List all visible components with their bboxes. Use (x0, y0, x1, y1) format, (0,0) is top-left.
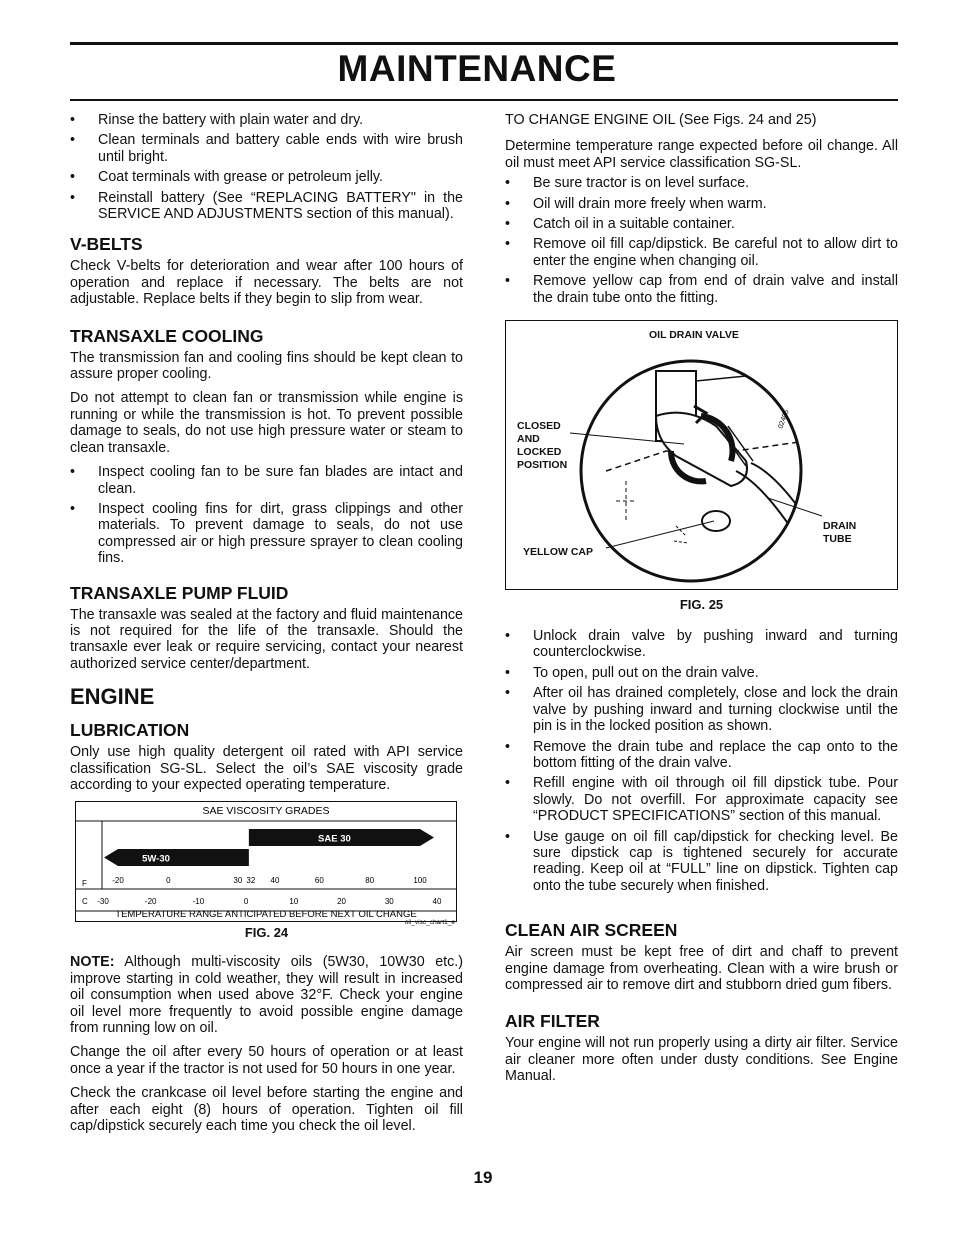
air-filter-text: Your engine will not run properly using a dirty air filter. Service air cleaner more often under dusty conditions. See Engine Manual. (505, 1035, 898, 1085)
closed-locked-label (517, 420, 567, 472)
page-number: 19 (473, 1168, 493, 1187)
battery-bullet-list (70, 112, 463, 222)
list-item: • To open, pull out on the drain valve. (505, 665, 898, 681)
list-item: • Rinse the battery with plain water and dry. (70, 112, 463, 128)
f-tick-label: 80 (365, 876, 375, 886)
c-tick-label: -20 (144, 897, 157, 907)
cooling-bullet-list (70, 464, 463, 566)
lubrication-heading: LUBRICATION (70, 720, 190, 741)
f-tick-label: 60 (314, 876, 324, 886)
viscosity-bar-label: SAE 30 (318, 833, 351, 845)
f-tick-label: -20 (112, 876, 124, 886)
transaxle-pump-fluid-heading: TRANSAXLE PUMP FLUID (70, 582, 289, 603)
list-item: • Unlock drain valve by pushing inward and turning counterclockwise. (505, 628, 898, 661)
drain-bullet-list (505, 628, 898, 894)
c-axis-label: C (82, 897, 88, 907)
title-underline (70, 99, 898, 101)
c-tick-label: 0 (243, 897, 249, 907)
f-tick-label: 100 (413, 876, 427, 886)
transaxle-cooling-heading: TRANSAXLE COOLING (70, 325, 264, 346)
f-tick-label: 32 (246, 876, 256, 886)
cooling-text-1: The transmission fan and cooling fins should be kept clean to assure proper cooling. (70, 349, 463, 383)
list-item: • Inspect cooling fins for dirt, grass clippings and other materials. To prevent damage to seals, do not use compressed air or high pressure sprayer to clean cooling fins. (70, 501, 463, 567)
note-paragraph (70, 954, 463, 1036)
left-column (70, 112, 463, 1142)
fig25-label: FIG. 25 (679, 597, 724, 613)
c-tick-label: 30 (384, 897, 394, 907)
list-item: • Refill engine with oil through oil fill dipstick tube. Pour slowly. Do not overfill. For approximate capacity see “PRODUCT SPECIFICATIONS” section of this manual. (505, 775, 898, 824)
list-item: • After oil has drained completely, close and lock the drain valve by pushing inward and turning clockwise until the pin is in the locked position as shown. (505, 685, 898, 734)
part-number: 02405 (777, 409, 791, 430)
engine-heading: ENGINE (70, 684, 155, 710)
c-tick-label: -10 (192, 897, 205, 907)
c-tick-label: 20 (337, 897, 347, 907)
right-column (505, 112, 898, 1093)
check-oil-text: Check the crankcase oil level before starting the engine and after each eight (8) hours of operation. Tighten oil fill cap/dipstick securely each time you check the oil level. (70, 1085, 463, 1135)
note-label: NOTE: (70, 954, 115, 971)
list-item: • Coat terminals with grease or petroleum jelly. (70, 169, 463, 185)
closed-line: CLOSED (517, 420, 561, 433)
clean-air-screen-heading: CLEAN AIR SCREEN (505, 920, 678, 941)
list-item: • Inspect cooling fan to be sure fan blades are intact and clean. (70, 464, 463, 497)
air-filter-heading: AIR FILTER (505, 1011, 600, 1032)
lubrication-text: Only use high quality detergent oil rated with API service classification SG-SL. Select the oil’s SAE viscosity grade according to your expected operating temperature. (70, 744, 463, 793)
air-screen-text: Air screen must be kept free of dirt and chaff to prevent engine damage from overheating. Clean with a wire brush or compressed air to remove dirt and stubborn dried gum fibers. (505, 944, 898, 993)
change-oil-heading: TO CHANGE ENGINE OIL (See Figs. 24 and 25) (505, 112, 817, 128)
list-item: • Remove the drain tube and replace the cap onto to the bottom fitting of the drain valve. (505, 739, 898, 772)
oil-drain-valve-label: OIL DRAIN VALVE (649, 329, 739, 342)
prep-bullet-list (505, 175, 898, 306)
list-item: • Use gauge on oil fill cap/dipstick for checking level. Be sure dipstick cap is tightened securely for accurate reading. Keep oil at “FULL” line on dipstick. Tighten cap onto the tube securely when finished. (505, 829, 898, 895)
tube-line: TUBE (823, 533, 852, 546)
f-axis-label: F (82, 879, 87, 889)
change-oil-text: Change the oil after every 50 hours of operation or at least once a year if the tractor is not used for 50 hours in one year. (70, 1044, 463, 1077)
f-tick-label: 0 (166, 876, 171, 886)
yellow-cap-label: YELLOW CAP (523, 546, 593, 559)
f-tick-label: 30 (233, 876, 243, 886)
chart-x-label: TEMPERATURE RANGE ANTICIPATED BEFORE NEXT OIL CHANGE (115, 909, 417, 921)
list-item: • Reinstall battery (See “REPLACING BATTERY" in the SERVICE AND ADJUSTMENTS section of this manual). (70, 190, 463, 223)
chart-source-tag: oil_visc_chart1_e (404, 919, 455, 927)
list-item: • Remove oil fill cap/dipstick. Be careful not to allow dirt to enter the engine when changing oil. (505, 236, 898, 269)
viscosity-chart-svg (70, 801, 463, 923)
viscosity-bar (104, 849, 249, 866)
list-item: • Remove yellow cap from end of drain valve and install the drain tube onto the fitting. (505, 273, 898, 306)
yellow-cap-leader-line (606, 521, 714, 548)
vbelts-heading: V-BELTS (70, 234, 143, 255)
c-tick-label: -30 (97, 897, 109, 907)
viscosity-chart (70, 801, 463, 927)
list-item: • Be sure tractor is on level surface. (505, 175, 898, 191)
chart-title: SAE VISCOSITY GRADES (202, 805, 330, 818)
determine-text: Determine temperature range expected before oil change. All oil must meet API service classification SG-SL. (505, 138, 898, 171)
cooling-text-2: Do not attempt to clean fan or transmission while engine is running or while the transmission is hot. To prevent possible damage to seals, do not use high pressure water or steam to clean transaxle. (70, 390, 463, 456)
fig24-label: FIG. 24 (244, 925, 289, 941)
drain-line: DRAIN (823, 520, 857, 533)
c-tick-label: 40 (432, 897, 442, 907)
and-line: AND (517, 433, 540, 446)
pump-fluid-text: The transaxle was sealed at the factory and fluid maintenance is not required for the life of the transaxle. Should the transaxle ever leak or require servicing, contact your nearest authorized service center/department. (70, 606, 463, 672)
top-rule (70, 42, 898, 45)
page-title: MAINTENANCE (337, 48, 617, 89)
fig25-box (505, 320, 898, 590)
viscosity-bar-label: 5W-30 (142, 853, 170, 865)
list-item: • Catch oil in a suitable container. (505, 216, 898, 232)
list-item: • Clean terminals and battery cable ends with wire brush until bright. (70, 132, 463, 165)
drain-tube-label (823, 520, 856, 546)
note-text: Although multi-viscosity oils (5W30, 10W30 etc.) improve starting in cold weather, they will result in increased oil consumption when used above 32°F. Check your engine oil level more frequently to avoid possible engine damage from running low on oil. (70, 954, 463, 1036)
list-item: • Oil will drain more freely when warm. (505, 196, 898, 212)
vbelts-text: Check V-belts for deterioration and wear after 100 hours of operation and replace if necessary. The belts are not adjustable. Replace belts if they begin to slip from wear. (70, 258, 463, 308)
locked-line: LOCKED (517, 446, 562, 459)
c-tick-label: 10 (289, 897, 299, 907)
f-tick-label: 40 (270, 876, 280, 886)
position-line: POSITION (517, 459, 568, 472)
